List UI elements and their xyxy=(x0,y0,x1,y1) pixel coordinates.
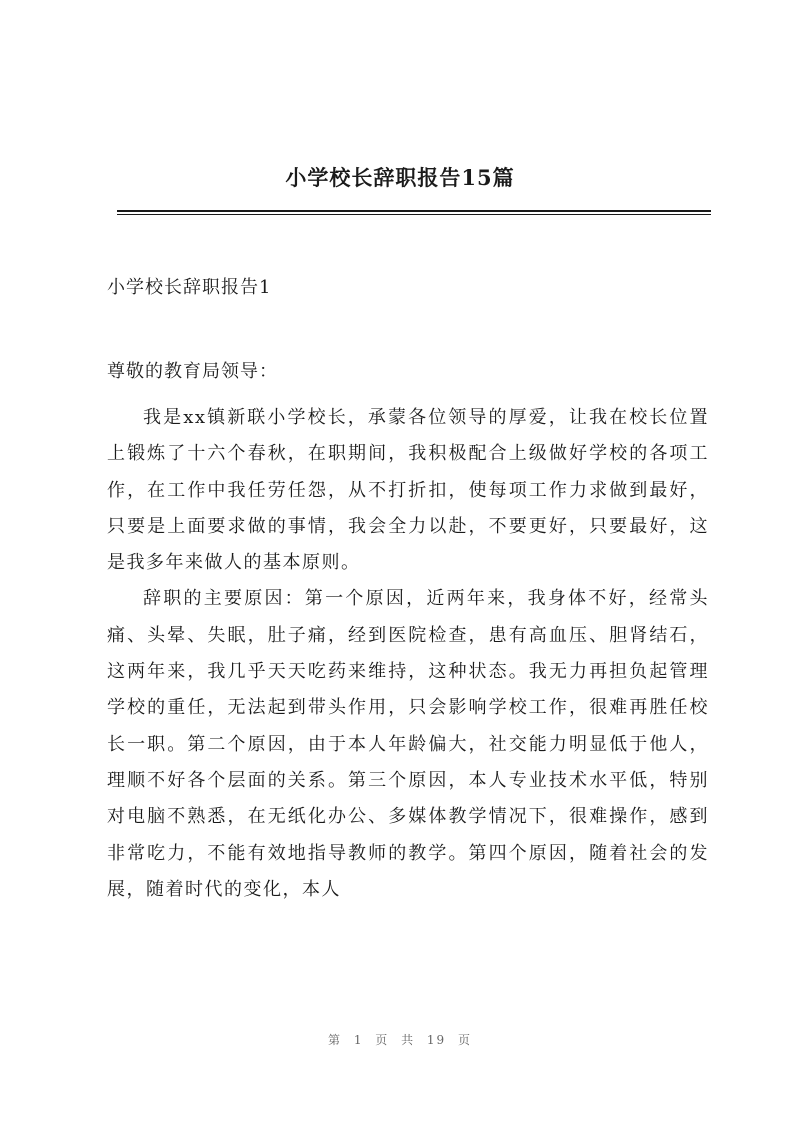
document-title: 小学校长辞职报告15篇 xyxy=(285,165,515,190)
salutation: 尊敬的教育局领导： xyxy=(107,361,278,382)
paragraph: 辞职的主要原因：第一个原因，近两年来，我身体不好，经常头痛、头晕、失眠，肚子痛，经到医院检查，患有高血压、胆肾结石，这两年来，我几乎天天吃药来维持，这种状态。我无力再担负起管理学校的重任，无法起到带头作用，只会影响学校工作，很难再胜任校长一职。第二个原因，由于本人年龄偏大，社交能力明显低于他人，理顺不好各个层面的关系。第三个原因，本人专业技术水平低，特别对电脑不熟悉，在无纸化办公、多媒体教学情况下，很难操作，感到非常吃力，不能有效地指导教师的教学。第四个原因，随着社会的发展，随着时代的变化，本人 xyxy=(107,588,709,900)
body-text xyxy=(107,400,709,908)
title-divider xyxy=(117,210,711,212)
title-divider-thin xyxy=(117,214,711,215)
page-footer: 第 1 页 共 19 页 xyxy=(328,1033,472,1047)
section-heading: 小学校长辞职报告1 xyxy=(107,277,272,298)
paragraph: 我是xx镇新联小学校长，承蒙各位领导的厚爱，让我在校长位置上锻炼了十六个春秋，在职期间，我积极配合上级做好学校的各项工作，在工作中我任劳任怨，从不打折扣，使每项工作力求做到最好，只要是上面要求做的事情，我会全力以赴，不要更好，只要最好，这是我多年来做人的基本原则。 xyxy=(107,407,709,574)
